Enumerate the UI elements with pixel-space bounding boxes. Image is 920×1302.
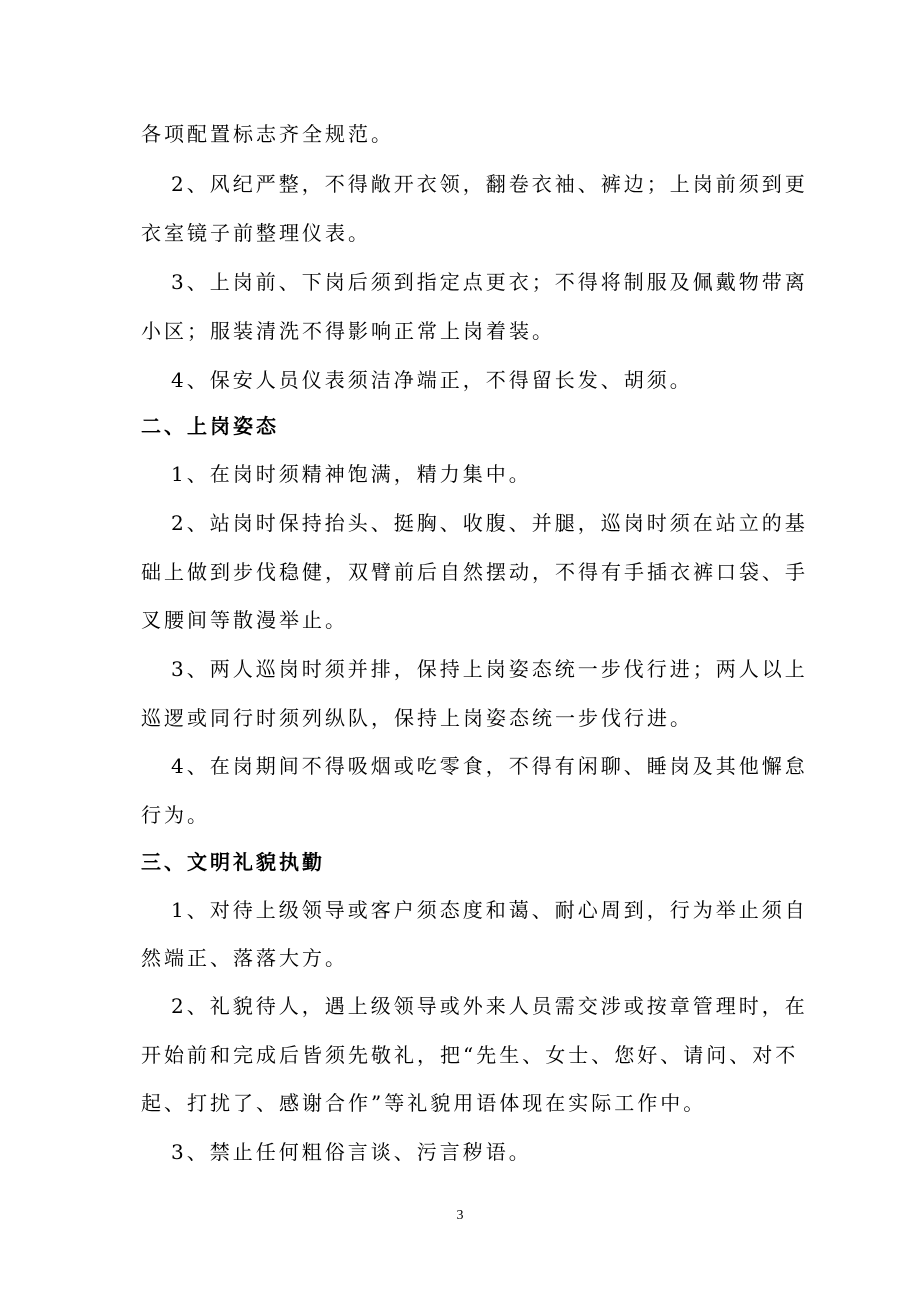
paragraph-line: 1、对待上级领导或客户须态度和蔼、耐心周到，行为举止须自 bbox=[171, 898, 808, 922]
paragraph-line: 开始前和完成后皆须先敬礼，把“先生、女士、您好、请问、对不 bbox=[141, 1043, 799, 1067]
paragraph-line: 1、在岗时须精神饱满，精力集中。 bbox=[171, 462, 532, 486]
section-heading: 二、上岗姿态 bbox=[141, 414, 279, 438]
paragraph-line: 各项配置标志齐全规范。 bbox=[141, 122, 394, 146]
paragraph-line: 2、站岗时保持抬头、挺胸、收腹、并腿，巡岗时须在站立的基 bbox=[171, 511, 808, 535]
paragraph-line: 2、风纪严整，不得敞开衣领，翻卷衣袖、裤边；上岗前须到更 bbox=[171, 172, 808, 196]
paragraph-line: 2、礼貌待人，遇上级领导或外来人员需交涉或按章管理时，在 bbox=[171, 994, 808, 1018]
paragraph-line: 小区；服装清洗不得影响正常上岗着装。 bbox=[141, 319, 555, 343]
paragraph-line: 巡逻或同行时须列纵队，保持上岗姿态统一步伐行进。 bbox=[141, 706, 693, 730]
paragraph-line: 4、在岗期间不得吸烟或吃零食，不得有闲聊、睡岗及其他懈怠 bbox=[171, 754, 808, 778]
paragraph-line: 3、上岗前、下岗后须到指定点更衣；不得将制服及佩戴物带离 bbox=[171, 270, 808, 294]
paragraph-line: 础上做到步伐稳健，双臂前后自然摆动，不得有手插衣裤口袋、手 bbox=[141, 560, 808, 584]
paragraph-line: 然端正、落落大方。 bbox=[141, 946, 348, 970]
page-number: 3 bbox=[456, 1208, 464, 1223]
section-heading: 三、文明礼貌执勤 bbox=[141, 850, 325, 874]
paragraph-line: 3、禁止任何粗俗言谈、污言秽语。 bbox=[171, 1140, 532, 1164]
paragraph-line: 衣室镜子前整理仪表。 bbox=[141, 221, 371, 245]
paragraph-line: 4、保安人员仪表须洁净端正，不得留长发、胡须。 bbox=[171, 368, 693, 392]
paragraph-line: 叉腰间等散漫举止。 bbox=[141, 608, 348, 632]
paragraph-line: 行为。 bbox=[141, 803, 210, 827]
paragraph-line: 3、两人巡岗时须并排，保持上岗姿态统一步伐行进；两人以上 bbox=[171, 657, 808, 681]
paragraph-line: 起、打扰了、感谢合作”等礼貌用语体现在实际工作中。 bbox=[141, 1091, 707, 1115]
